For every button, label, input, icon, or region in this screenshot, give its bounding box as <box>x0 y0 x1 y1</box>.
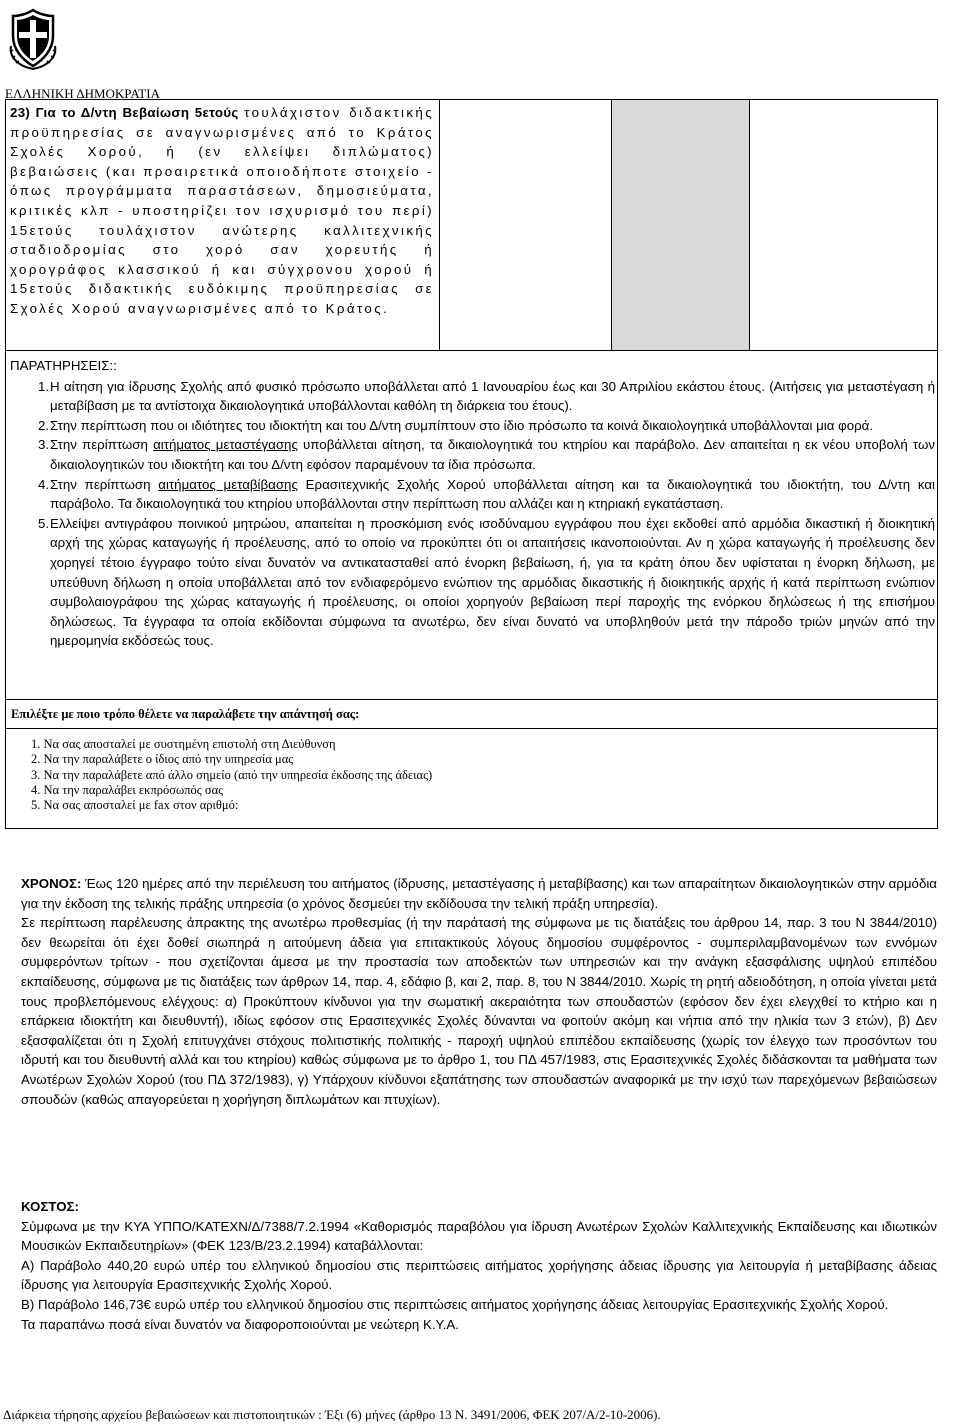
note-text: Ελλείψει αντιγράφου ποινικού μητρώου, απαιτείται η προσκόμιση ενός ισοδύναμου εγγράφου που έχει εκδοθεί από αρμόδια δικαστική ή διοικητική αρχή της χώρας καταγωγής ή προέλευσης, από το οποίο να προκύπτει ότι οι απαιτήσεις ικανοποιούνται. Αν η χώρα καταγωγής ή προέλευσης δεν χορηγεί τέτοιο έγγραφο τούτο είναι δυνατόν να αντικατασταθεί από ένορκη βεβαίωση, ή, για τα κράτη όπου δεν υφίσταται η ένορκη δήλωση, με υπεύθυνη δήλωση η οποία υποβάλλεται από τον ενδιαφερόμενο ενώπιον της αρμόδιας δικαστικής ή διοικητικής αρχής ή κατά περίπτωση ενώπιον συμβολαιογράφου της χώρας καταγωγής ή προέλευσης, οι οποίοι χορηγούν βεβαίωση περί παροχής της ενόρκου δηλώσεως ή της επισήμου δηλώσεως. Τα έγγραφα τα οποία εκδίδονται σύμφωνα τα ανωτέρω, δεν είναι δυνατό να υποβληθούν μετά την πάροδο τριών μηνών από την ημερομηνία εκδόσεώς τους. <box>50 515 935 649</box>
delivery-option[interactable]: 1. Να σας αποσταλεί με συστημένη επιστολή στη Διεύθυνση <box>31 737 336 751</box>
note-text: Η αίτηση για ίδρυσης Σχολής από φυσικό πρόσωπο υποβάλλεται από 1 Ιανουαρίου έως και 30 Απριλίου εκάστου έτους. (Αιτήσεις για μεταστέγαση ή μεταβίβαση με τα αντίστοιχα δικαιολογητικά υποβάλλονται καθόλη τη διάρκεια του έτους). <box>50 378 935 414</box>
shaded-cell <box>612 100 749 350</box>
state-name: ΕΛΛΗΝΙΚΗ ΔΗΜΟΚΡΑΤΙΑ <box>5 86 160 101</box>
note-underlined-text: αιτήματος μεταβίβασης <box>158 476 298 492</box>
row-divider <box>5 699 938 700</box>
note-text: Στην περίπτωση <box>50 437 154 453</box>
note-number: 3. <box>38 437 50 453</box>
remarks-title: ΠΑΡΑΤΗΡΗΣΕΙΣ:: <box>10 358 117 373</box>
cost-paragraph: Σύμφωνα με την ΚΥΑ ΥΠΠΟ/ΚΑΤΕΧΝ/Δ/7388/7.2.1994 «Καθορισμός παραβόλου για ίδρυση Ανωτέρων Σχολών Καλλιτεχνικής Εκπαίδευσης και ιδιωτικών Μουσικών Εκπαιδευτηρίων» (ΦΕΚ 123/Β/23.2.1994) καταβάλλονται: <box>21 1218 937 1254</box>
delivery-option[interactable]: 2. Να την παραλάβετε ο ίδιος από την υπηρεσία μας <box>31 752 294 767</box>
time-section <box>21 874 937 1109</box>
note-text: υποβάλλεται αίτηση, τα δικαιολογητικά του κτηρίου και παράβολο. Δεν απαιτείται η εκ νέου υποβολή των δικαιολογητικών του ιδιοκτήτη και του Δ/ντη εφόσον παραμένουν τα ίδια πρόσωπα. <box>50 437 935 472</box>
remark-note <box>10 377 935 416</box>
row-divider <box>5 728 938 729</box>
remark-note <box>10 514 935 651</box>
note-text: Ερασιτεχνικής Σχολής Χορού υποβάλλεται αίτηση και τα δικαιολογητικά του ιδιοκτήτη, του Δ/ντη και παράβολο. Τα δικαιολογητικά του κτηρίου υποβάλλονται στην περίπτωση που αλλάζει και η κτηριακή εγκατάσταση. <box>50 476 935 512</box>
row-divider <box>5 350 938 351</box>
note-number: 1. <box>38 378 50 394</box>
note-underlined-text: αιτήματος μεταστέγασης <box>153 437 298 453</box>
column-divider <box>749 99 750 351</box>
note-text: Στην περίπτωση που οι ιδιότητες του ιδιοκτήτη και του Δ/ντη συμπίπτουν στο ίδιο πρόσωπο τα κοινά δικαιολογητικά υποβάλλονται μια φορά. <box>50 417 874 433</box>
column-divider <box>439 99 440 351</box>
greek-coat-of-arms-icon <box>7 6 59 70</box>
time-paragraph: Σε περίπτωση παρέλευσης άπρακτης της ανωτέρω προθεσμίας (ή την παράτασή της σύμφωνα με τις διατάξεις του άρθρου 14, παρ. 3 του Ν 3844/2010) δεν θεωρείται ότι έχει δοθεί σιωπηρά η αιτούμενη άδεια για επιτακτικούς λόγους δημοσίου συμφέροντος - συμπεριλαμβανομένων των εννόμων συμφερόντων τρίτων - που σχετίζονται άμεσα με την προστασία των αποδεκτών των υπηρεσιών και την ανάγκη εξασφάλισης υψηλού επιπέδου εκπαίδευσης, σύμφωνα με τις διατάξεις των άρθρων 14, παρ. 4, εδάφιο β, και 2, παρ. 8, του Ν 3844/2010. Χωρίς τη ρητή αδειοδότηση, η οποία γίνεται μετά τους προβλεπόμενους ελέγχους: α) Προκύπτουν κίνδυνοι για την σωματική ακεραιότητα των σπουδαστών (εφόσον δεν έχει ελεγχθεί το κτήριο και η επάρκεια ιδιοκτήτη και διευθυντή), ιδίως εφόσον στις Ερασιτεχνικές Σχολές δύνανται να φοιτούν ακόμη και νήπια από την ηλικία των 3 ετών), β) Δεν εξασφαλίζεται ότι η Σχολή επιτυγχάνει στόχους πολιτιστικής πολιτικής - παροχή υψηλού επιπέδου εκπαίδευσης (χωρίς τον έλεγχο των προσόντων του ιδρυτή και του διευθυντή αλλά και του κτηρίου) καθώς σύμφωνα με το άρθρο 1, του ΠΔ 457/1983, στις Ερασιτεχνικές Σχολές διδάσκονται τα μαθήματα των Ανωτέρων Σχολών Χορού (του ΠΔ 372/1983), γ) Υπάρχουν κίνδυνοι εξαπάτησης των σπουδαστών αναφορικά με την ισχύ των παρεχόμενων βεβαιώσεων σπουδών (καθώς απαγορεύεται η χορήγηση διπλωμάτων και πτυχίων). <box>21 915 937 1107</box>
item-23-body: τουλάχιστον διδακτικής προϋπηρεσίας σε αναγνωρισμένες από το Κράτος Σχολές Χορού, ή (εν ελλείψει διπλώματος) βεβαιώσεις (και προαιρετικά οποιοδήποτε στοιχείο - όπως προγράμματα παραστάσεων, δημοσιεύματα, κριτικές κλπ - υποστηρίζει τον ισχυρισμό του περί) 15ετούς τουλάχιστον ανώτερης καλλιτεχνικής σταδιοδρομίας στο χορό σαν χορευτής ή χορογράφος κλασσικού ή και σύγχρονου χορού ή 15ετούς διδακτικής ευδόκιμης προϋπηρεσίας σε Σχολές Χορού αναγνωρισμένες από το Κράτος. <box>10 105 435 316</box>
remark-note <box>10 435 935 474</box>
delivery-option[interactable]: 4. Να την παραλάβει εκπρόσωπός σας <box>31 782 224 797</box>
note-number: 2. <box>38 417 50 433</box>
item-23-heading: 23) Για το Δ/ντη Βεβαίωση 5ετούς <box>10 105 239 120</box>
remark-note <box>10 475 935 514</box>
remark-note <box>10 416 935 436</box>
delivery-option[interactable]: 5. Να σας αποσταλεί με fax στον αριθμό: <box>31 798 239 813</box>
note-text: Στην περίπτωση <box>50 476 159 492</box>
time-label: ΧΡΟΝΟΣ: <box>21 876 82 891</box>
cost-paragraph: Β) Παράβολο 146,73€ ευρώ υπέρ του ελληνικού δημοσίου στις περιπτώσεις αιτήματος χορήγησης άδειας λειτουργίας Ερασιτεχνικής Σχολής Χορού. <box>21 1296 889 1312</box>
cost-label: ΚΟΣΤΟΣ: <box>21 1199 79 1214</box>
note-number: 4. <box>38 476 50 492</box>
cost-paragraph: Τα παραπάνω ποσά είναι δυνατόν να διαφοροποιούνται με νεώτερη Κ.Υ.Α. <box>21 1316 459 1332</box>
delivery-options <box>31 737 432 813</box>
delivery-choice-title: Επιλέξτε με ποιο τρόπο θέλετε να παραλάβετε την απάντησή σας: <box>11 707 360 721</box>
note-number: 5. <box>38 515 50 531</box>
cost-section <box>21 1197 937 1334</box>
delivery-option[interactable]: 3. Να την παραλάβετε από άλλο σημείο (από την υπηρεσία έκδοσης της άδειας) <box>31 767 433 782</box>
remarks-section <box>10 356 935 651</box>
time-text: Έως 120 ημέρες από την περιέλευση του αιτήματος (ίδρυσης, μεταστέγασης ή μεταβίβασης) και των απαραίτητων δικαιολογητικών στην αρμόδια για την έκδοση της τελικής πράξης υπηρεσία (ο χρόνος δεσμεύει την εκδίδουσα την τελική πράξη υπηρεσία). <box>21 876 937 911</box>
item-23 <box>10 103 434 319</box>
cost-paragraph: Α) Παράβολο 440,20 ευρώ υπέρ του ελληνικού δημοσίου στις περιπτώσεις αιτήματος χορήγησης άδειας ίδρυσης για λειτουργία ή μεταβίβασης άδειας ίδρυσης για λειτουργία Ερασιτεχνικής Σχολής Χορού. <box>21 1257 937 1293</box>
retention-note: Διάρκεια τήρησης αρχείου βεβαιώσεων και πιστοποιητικών : Έξι (6) μήνες (άρθρο 13 Ν. 3491/2006, ΦΕΚ 207/Α/2-10-2006). <box>3 1407 661 1422</box>
